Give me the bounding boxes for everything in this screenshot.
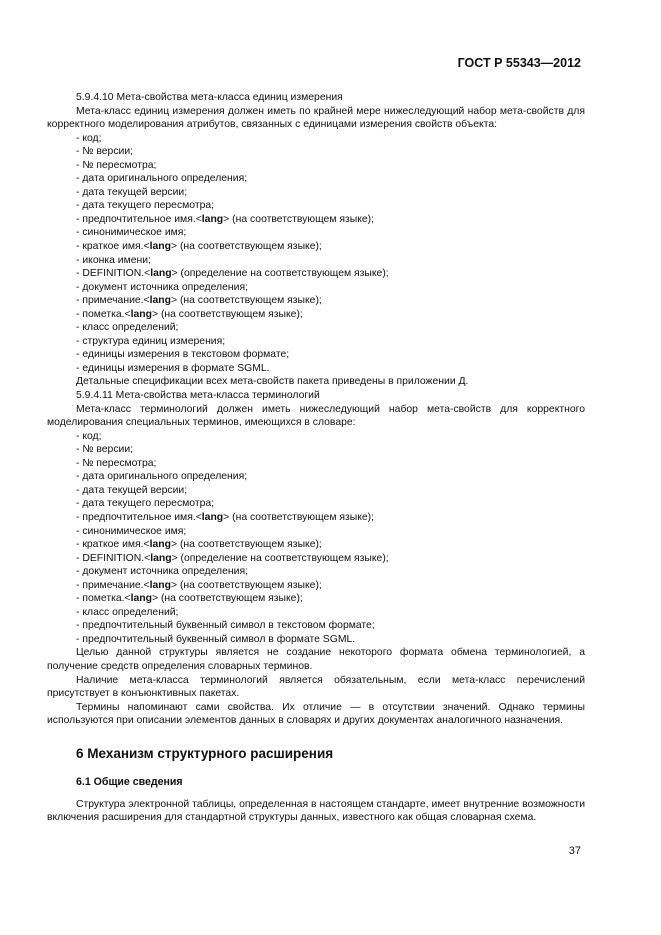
list-item bbox=[47, 267, 585, 281]
list-item-text: - DEFINITION.< bbox=[76, 552, 151, 564]
list-item: - единицы измерения в текстовом формате; bbox=[76, 349, 290, 361]
list-item bbox=[47, 579, 585, 593]
lang-token: lang bbox=[201, 213, 224, 225]
list-item-text: - пометка.< bbox=[76, 593, 131, 605]
list-item: - дата текущей версии; bbox=[76, 186, 188, 198]
page-content bbox=[47, 91, 585, 825]
list-item: - синонимическое имя; bbox=[76, 227, 187, 239]
list-item bbox=[47, 552, 585, 566]
list-item: - № версии; bbox=[76, 146, 134, 158]
lang-token: lang bbox=[150, 552, 172, 564]
list-item-text: - DEFINITION.< bbox=[76, 268, 151, 280]
list-item bbox=[47, 240, 585, 254]
list-item: - структура единиц измерения; bbox=[76, 335, 226, 347]
paragraph-terms-usage: Термины напоминают сами свойства. Их отличие — в отсутствии значений. Однако термины используются при описании элементов данных в словарях и других документах аналогичного назначения. bbox=[47, 701, 585, 727]
paragraph-terms-intro: Мета-класс терминологий должен иметь нижеследующий набор мета-свойств для корректного моделирования специальных терминов, имеющихся в словаре: bbox=[47, 403, 585, 429]
list-item: - класс определений; bbox=[76, 322, 179, 334]
list-item: - единицы измерения в формате SGML. bbox=[76, 362, 270, 374]
list-item-text: > (определение на соответствующем языке); bbox=[171, 552, 389, 564]
lang-token: lang bbox=[150, 268, 172, 280]
list-item bbox=[47, 308, 585, 322]
paragraph-terms-purpose: Целью данной структуры является не создание некоторого формата обмена терминологией, а получение средств определения словарных терминов. bbox=[47, 647, 585, 672]
paragraph-structure: Структура электронной таблицы, определенная в настоящем стандарте, имеет внутренние возможности включения расширения для стандартной структуры данных, известного как общая словарная схема. bbox=[47, 798, 585, 824]
meta-properties-list-terms bbox=[47, 430, 585, 647]
paragraph-units-intro: Мета-класс единиц измерения должен иметь по крайней мере нижеследующий набор мета-свойств для корректного моделирования атрибутов, связанных с единицами измерения свойств объекта: bbox=[47, 105, 585, 131]
list-item: - документ источника определения; bbox=[76, 281, 248, 293]
lang-token: lang bbox=[149, 295, 171, 307]
list-item: - синонимическое имя; bbox=[76, 525, 187, 537]
list-item-text: > (на соответствующем языке); bbox=[170, 579, 322, 591]
list-item: - иконка имени; bbox=[76, 254, 151, 266]
list-item: - дата текущей версии; bbox=[76, 484, 188, 496]
section-heading-6: 6 Механизм структурного расширения bbox=[76, 745, 334, 761]
list-item-text: > (на соответствующем языке); bbox=[151, 593, 303, 605]
list-item bbox=[47, 213, 585, 227]
list-item-text: > (на соответствующем языке); bbox=[170, 295, 322, 307]
list-item: - предпочтительный буквенный символ в формате SGML. bbox=[76, 633, 356, 645]
list-item: - № пересмотра; bbox=[76, 457, 157, 469]
document-header: ГОСТ Р 55343—2012 bbox=[457, 56, 581, 70]
meta-properties-list-units bbox=[47, 132, 585, 376]
list-item-text: > (на соответствующем языке); bbox=[171, 539, 322, 551]
lang-token: lang bbox=[130, 593, 152, 605]
list-item: - дата оригинального определения; bbox=[76, 173, 248, 185]
paragraph-units-outro: Детальные спецификации всех мета-свойств пакета приведены в приложении Д. bbox=[76, 376, 469, 388]
list-item bbox=[47, 592, 585, 606]
subsection-heading-5-9-4-11: 5.9.4.11 Мета-свойства мета-класса терминологий bbox=[76, 390, 320, 402]
lang-token: lang bbox=[149, 241, 171, 253]
list-item-text: - краткое имя.< bbox=[76, 241, 150, 253]
lang-token: lang bbox=[149, 579, 171, 591]
subsection-heading-6-1: 6.1 Общие сведения bbox=[76, 775, 183, 788]
list-item bbox=[47, 538, 585, 552]
list-item: - код; bbox=[76, 132, 102, 144]
list-item: - № версии; bbox=[76, 444, 134, 456]
list-item-text: - пометка.< bbox=[76, 308, 131, 320]
list-item-text: - краткое имя.< bbox=[76, 539, 150, 551]
list-item bbox=[47, 511, 585, 525]
list-item-text: - примечание.< bbox=[76, 579, 150, 591]
list-item: - класс определений; bbox=[76, 606, 179, 618]
paragraph-terms-mandatory: Наличие мета-класса терминологий является обязательным, если мета-класс перечислений присутствует в конъюнктивных пакетах. bbox=[47, 674, 585, 700]
list-item-text: - предпочтительное имя.< bbox=[76, 511, 202, 523]
list-item: - предпочтительный буквенный символ в текстовом формате; bbox=[76, 620, 375, 632]
subsection-heading-5-9-4-10: 5.9.4.10 Мета-свойства мета-класса единиц измерения bbox=[76, 92, 343, 103]
list-item-text: > (определение на соответствующем языке); bbox=[171, 268, 389, 280]
list-item: - документ источника определения; bbox=[76, 566, 248, 578]
list-item: - № пересмотра; bbox=[76, 159, 157, 171]
list-item: - дата оригинального определения; bbox=[76, 471, 248, 483]
lang-token: lang bbox=[130, 308, 152, 320]
list-item-text: > (на соответствующем языке); bbox=[151, 308, 303, 320]
list-item bbox=[47, 294, 585, 308]
lang-token: lang bbox=[149, 539, 171, 551]
list-item-text: - примечание.< bbox=[76, 295, 150, 307]
list-item-text: > (на соответствующем языке); bbox=[223, 213, 374, 225]
list-item-text: > (на соответствующем языке); bbox=[171, 241, 322, 253]
list-item-text: > (на соответствующем языке); bbox=[223, 511, 374, 523]
lang-token: lang bbox=[201, 511, 224, 523]
list-item: - дата текущего пересмотра; bbox=[76, 200, 215, 212]
list-item: - код; bbox=[76, 430, 102, 442]
list-item-text: - предпочтительное имя.< bbox=[76, 213, 202, 225]
list-item: - дата текущего пересмотра; bbox=[76, 498, 215, 510]
page-number: 37 bbox=[568, 845, 581, 857]
